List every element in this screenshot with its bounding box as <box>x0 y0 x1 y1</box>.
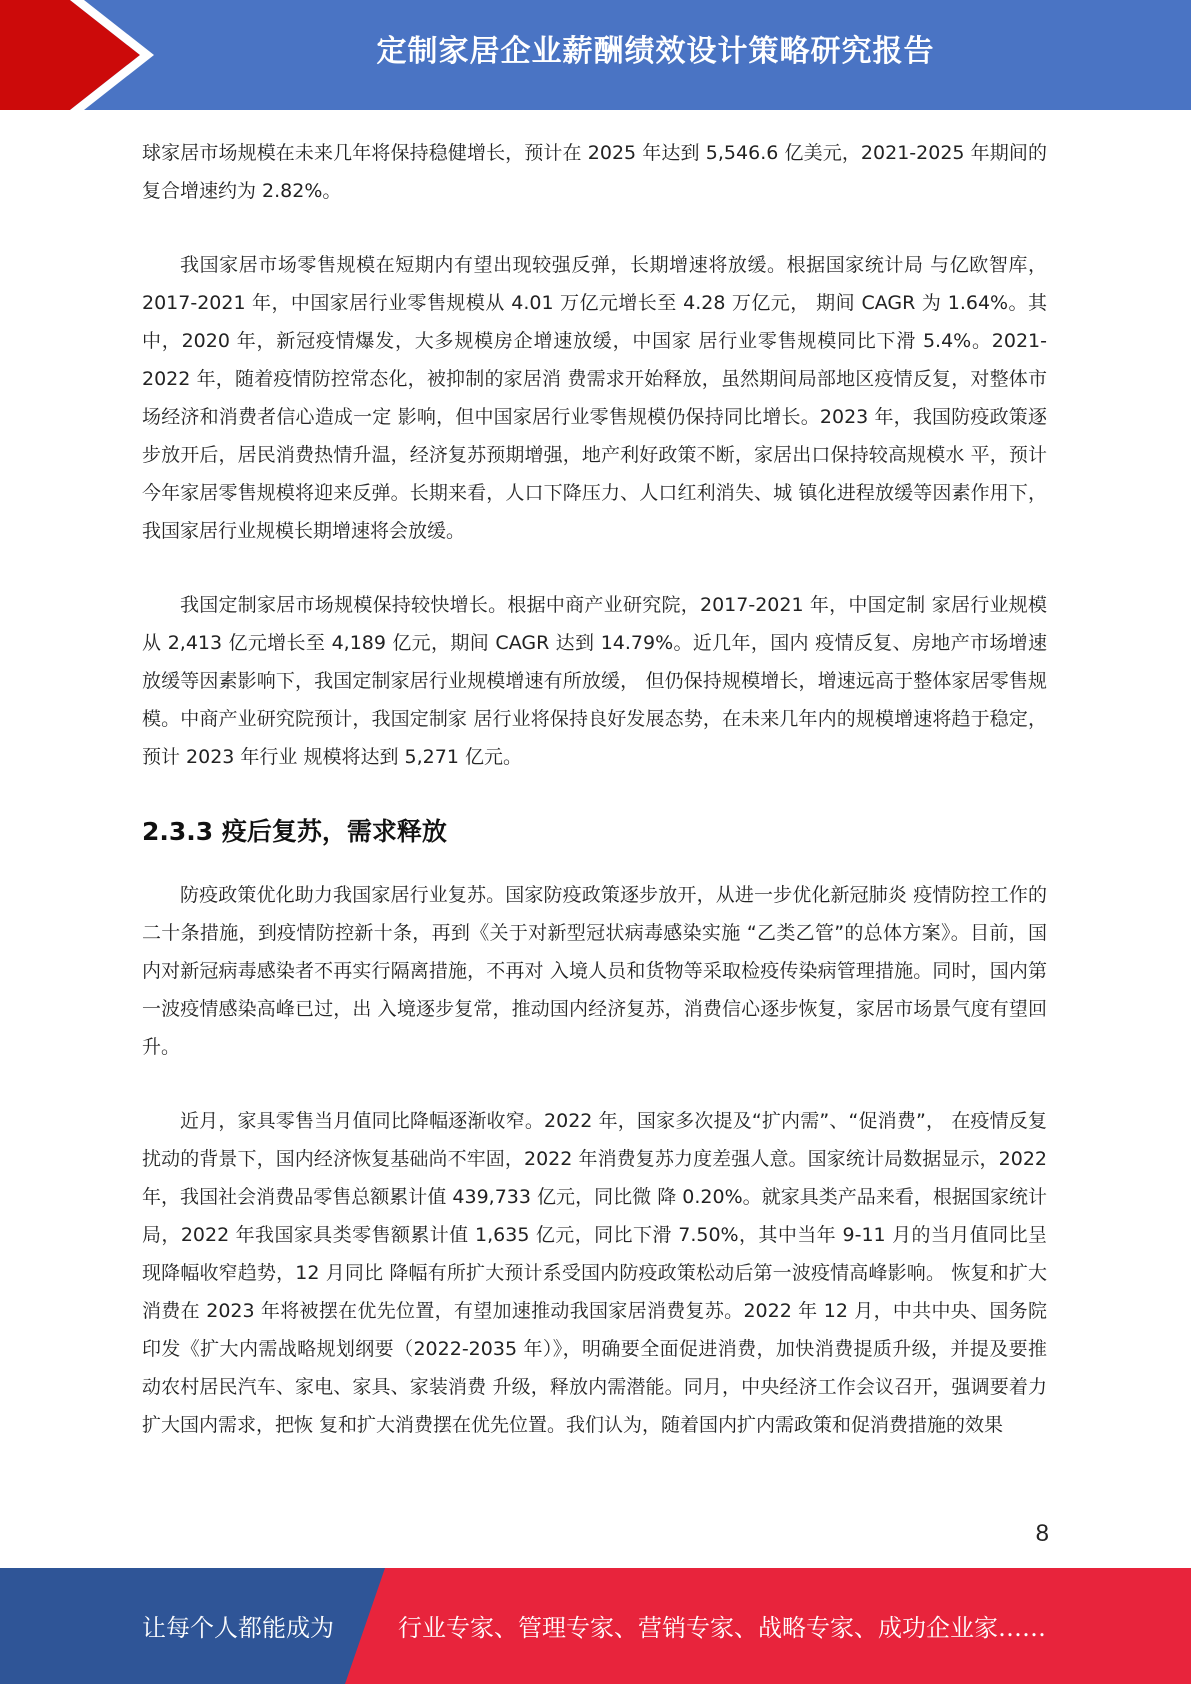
main-content <box>142 134 1047 1444</box>
page-number: 8 <box>1035 1520 1049 1547</box>
footer-slogan-left: 让每个人都能成为 <box>142 1614 334 1642</box>
paragraph: 防疫政策优化助力我国家居行业复苏。国家防疫政策逐步放开，从进一步优化新冠肺炎 疫情防控工作的二十条措施，到疫情防控新十条，再到《关于对新型冠状病毒感染实施 “乙类乙管”的总体方案》。目前，国内对新冠病毒感染者不再实行隔离措施，不再对 入境人员和货物等采取检疫传染病管理措施。同时，国内第一波疫情感染高峰已过，出 入境逐步复常，推动国内经济复苏，消费信心逐步恢复，家居市场景气度有望回升。 <box>142 884 1047 1058</box>
paragraph: 球家居市场规模在未来几年将保持稳健增长，预计在 2025 年达到 5,546.6 亿美元，2021-2025 年期间的复合增速约为 2.82%。 <box>142 142 1047 202</box>
section-heading: 2.3.3 疫后复苏，需求释放 <box>142 817 447 846</box>
page-header <box>0 0 1191 110</box>
report-title: 定制家居企业薪酬绩效设计策略研究报告 <box>376 34 935 69</box>
paragraph: 近月，家具零售当月值同比降幅逐渐收窄。2022 年，国家多次提及“扩内需”、“促消费”， 在疫情反复扰动的背景下，国内经济恢复基础尚不牢固，2022 年消费复苏力度差强人意。国家统计局数据显示，2022 年，我国社会消费品零售总额累计值 439,733 亿元，同比微 降 0.20%。就家具类产品来看，根据国家统计局，2022 年我国家具类零售额累计值 1,635 亿元，同比下滑 7.50%，其中当年 9-11 月的当月值同比呈现降幅收窄趋势，12 月同比 降幅有所扩大预计系受国内防疫政策松动后第一波疫情高峰影响。 恢复和扩大消费在 2023 年将被摆在优先位置，有望加速推动我国家居消费复苏。2022 年 12 月，中共中央、国务院印发《扩大内需战略规划纲要（2022-2035 年）》，明确要全面促进消费，加快消费提质升级，并提及要推动农村居民汽车、家电、家具、家装消费 升级，释放内需潜能。同月，中央经济工作会议召开，强调要着力扩大国内需求，把恢 复和扩大消费摆在优先位置。我们认为，随着国内扩内需政策和促消费措施的效果 <box>142 1110 1047 1436</box>
footer-slogan-right: 行业专家、管理专家、营销专家、战略专家、成功企业家…… <box>398 1614 1046 1642</box>
paragraph: 我国家居市场零售规模在短期内有望出现较强反弹，长期增速将放缓。根据国家统计局 与亿欧智库，2017-2021 年，中国家居行业零售规模从 4.01 万亿元增长至 4.28 万亿元， 期间 CAGR 为 1.64%。其中，2020 年，新冠疫情爆发，大多规模房企增速放缓，中国家 居行业零售规模同比下滑 5.4%。2021-2022 年，随着疫情防控常态化，被抑制的家居消 费需求开始释放，虽然期间局部地区疫情反复，对整体市场经济和消费者信心造成一定 影响，但中国家居行业零售规模仍保持同比增长。2023 年，我国防疫政策逐步放开后，居民消费热情升温，经济复苏预期增强，地产利好政策不断，家居出口保持较高规模水 平，预计今年家居零售规模将迎来反弹。长期来看，人口下降压力、人口红利消失、城 镇化进程放缓等因素作用下，我国家居行业规模长期增速将会放缓。 <box>142 254 1047 542</box>
paragraph: 我国定制家居市场规模保持较快增长。根据中商产业研究院，2017-2021 年，中国定制 家居行业规模从 2,413 亿元增长至 4,189 亿元，期间 CAGR 达到 14.79%。近几年，国内 疫情反复、房地产市场增速放缓等因素影响下，我国定制家居行业规模增速有所放缓， 但仍保持规模增长，增速远高于整体家居零售规模。中商产业研究院预计，我国定制家 居行业将保持良好发展态势，在未来几年内的规模增速将趋于稳定，预计 2023 年行业 规模将达到 5,271 亿元。 <box>142 594 1047 768</box>
page-footer <box>0 1568 1191 1684</box>
